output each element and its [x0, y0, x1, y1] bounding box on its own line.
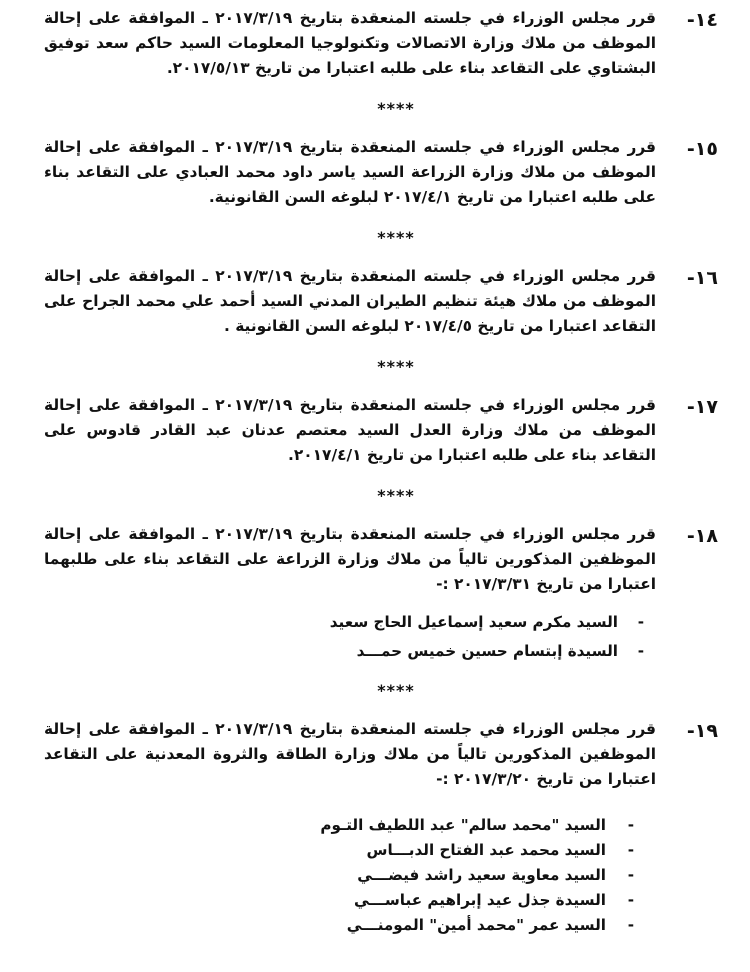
decision-19	[44, 717, 718, 937]
decision-text: قرر مجلس الوزراء في جلسته المنعقدة بتاريخ ٢٠١٧/٣/١٩ ـ الموافقة على إحالة الموظفين المذكورين تالياً من ملاك وزارة الزراعة على التقاعد بناء على طلبهما اعتبارا من تاريخ ٢٠١٧/٣/٣١ :-	[44, 525, 657, 593]
employee-list	[44, 814, 656, 937]
employee-list	[44, 611, 656, 663]
decision-15	[44, 135, 718, 210]
decision-text: قرر مجلس الوزراء في جلسته المنعقدة بتاريخ ٢٠١٧/٣/١٩ ـ الموافقة على إحالة الموظف من ملاك هيئة تنظيم الطيران المدني السيد أحمد علي محمد الجراح على التقاعد اعتبارا من تاريخ ٢٠١٧/٤/٥ لبلوغه السن القانونية .	[44, 267, 657, 335]
employee-name: السيد محمد عبد الفتاح الدبـــاس	[366, 841, 606, 859]
decision-17	[44, 393, 718, 468]
list-dash: -	[627, 816, 634, 834]
separator: ****	[377, 99, 415, 118]
list-item	[44, 864, 656, 887]
list-item	[44, 839, 656, 862]
decision-text: قرر مجلس الوزراء في جلسته المنعقدة بتاريخ ٢٠١٧/٣/١٩ ـ الموافقة على إحالة الموظف من ملاك وزارة العدل السيد معتصم عدنان عبد القادر قادوس على التقاعد بناء على طلبه اعتبارا من تاريخ ٢٠١٧/٤/١.	[44, 396, 657, 464]
decision-14	[44, 6, 718, 81]
list-dash: -	[627, 891, 634, 909]
list-dash: -	[627, 841, 634, 859]
list-dash: -	[637, 613, 644, 631]
decision-text: قرر مجلس الوزراء في جلسته المنعقدة بتاريخ ٢٠١٧/٣/١٩ ـ الموافقة على إحالة الموظف من ملاك وزارة الزراعة السيد ياسر داود محمد العبادي على التقاعد بناء على طلبه اعتبارا من تاريخ ٢٠١٧/٤/١ لبلوغه السن القانونية.	[44, 138, 657, 206]
employee-name: السيدة جذل عيد إبراهيم عباســـي	[353, 891, 606, 909]
decision-number: ١٤-	[686, 9, 718, 31]
list-item	[44, 814, 656, 837]
decision-text: قرر مجلس الوزراء في جلسته المنعقدة بتاريخ ٢٠١٧/٣/١٩ ـ الموافقة على إحالة الموظف من ملاك وزارة الاتصالات وتكنولوجيا المعلومات السيد حاكم سعد توفيق البشتاوي على التقاعد بناء على طلبه اعتبارا من تاريخ ٢٠١٧/٥/١٣.	[44, 9, 657, 77]
decision-text: قرر مجلس الوزراء في جلسته المنعقدة بتاريخ ٢٠١٧/٣/١٩ ـ الموافقة على إحالة الموظفين المذكورين تالياً من ملاك وزارة الطاقة والثروة المعدنية على التقاعد اعتبارا من تاريخ ٢٠١٧/٣/٢٠ :-	[44, 720, 657, 788]
employee-name: السيد "محمد سالم" عبد اللطيف التـوم	[320, 816, 606, 834]
employee-name: السيد معاوية سعيد راشد فيضـــي	[357, 866, 606, 884]
decision-number: ١٦-	[686, 267, 718, 289]
separator: ****	[377, 681, 415, 700]
list-item	[44, 640, 656, 663]
decision-number: ١٩-	[686, 720, 718, 742]
employee-name: السيد عمر "محمد أمين" المومنـــي	[346, 916, 606, 934]
list-item	[44, 889, 656, 912]
separator: ****	[377, 486, 415, 505]
decision-number: ١٨-	[686, 525, 718, 547]
separator: ****	[377, 357, 415, 376]
list-dash: -	[637, 642, 644, 660]
list-dash: -	[627, 916, 634, 934]
list-dash: -	[627, 866, 634, 884]
decision-18	[44, 522, 718, 663]
list-item	[44, 914, 656, 937]
decision-number: ١٧-	[686, 396, 718, 418]
employee-name: السيدة إبتسام حسين خميس حمـــد	[356, 642, 618, 660]
separator: ****	[377, 228, 415, 247]
decision-16	[44, 264, 718, 339]
list-item	[44, 611, 656, 634]
employee-name: السيد مكرم سعيد إسماعيل الحاج سعيد	[329, 613, 618, 631]
decision-number: ١٥-	[686, 138, 718, 160]
